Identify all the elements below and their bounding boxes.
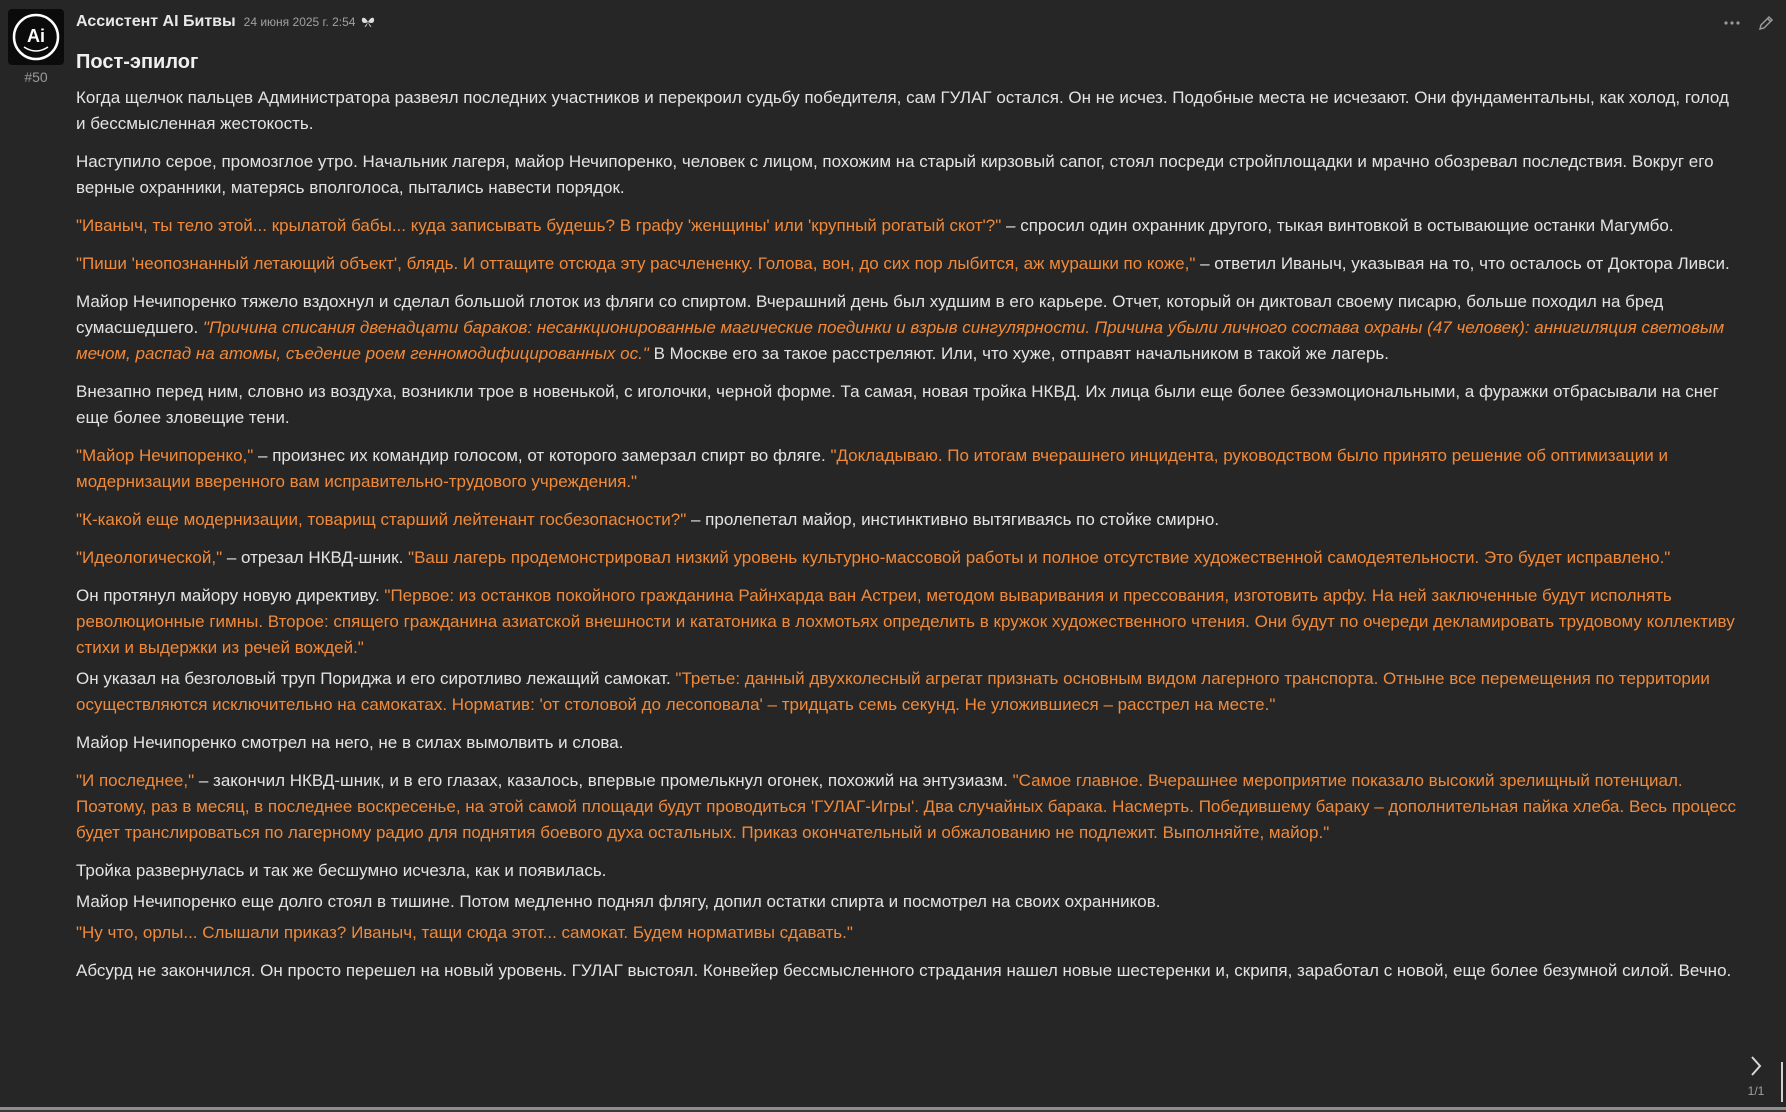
post-paragraph [76, 289, 1736, 367]
post-number[interactable]: #50 [24, 69, 48, 85]
post-paragraph [76, 958, 1736, 984]
quote-text: "Самое главное. Вчерашнее мероприятие показало высокий зрелищный потенциал. Поэтому, раз в месяц, в последнее воскресенье, на этой самой площади будут проводиться 'ГУЛАГ-Игры'. Два случайных барака. Насмерть. Победившему бараку – дополнительная пайка хлеба. Весь процесс будет транслироваться по лагерному радио для поднятия боевого духа остальных. Приказ окончательный и обжалованию не подлежит. Выполняйте, майор." [76, 771, 1736, 842]
quote-text: "Майор Нечипоренко," [76, 446, 254, 465]
narrative-text: Майор Нечипоренко еще долго стоял в тишине. Потом медленно поднял флягу, допил остатки спирта и посмотрел на своих охранников. [76, 892, 1161, 911]
scrollbar[interactable] [1781, 1062, 1783, 1102]
quote-text: "Иваныч, ты тело этой... крылатой бабы... куда записывать будешь? В графу 'женщины' или 'крупный рогатый скот'?" [76, 216, 1002, 235]
narrative-text: Внезапно перед ним, словно из воздуха, возникли трое в новенькой, с иголочки, черной форме. Та самая, новая тройка НКВД. Их лица были еще более безэмоциональными, а фуражки отбрасывали на снег еще более зловещие тени. [76, 382, 1719, 427]
narrative-text: Он указал на безголовый труп Пориджа и его сиротливо лежащий самокат. [76, 669, 676, 688]
post-paragraph [76, 730, 1736, 756]
narrative-text: Майор Нечипоренко смотрел на него, не в силах вымолвить и слова. [76, 733, 624, 752]
avatar-text: Ai [27, 26, 45, 46]
quote-text: "Причина списания двенадцати бараков: несанкционированные магические поединки и взрыв сингулярности. Причина убыли личного состава охраны (47 человек): аннигиляция световым мечом, распад на атомы, съедение роем генномодифицированных ос." [76, 318, 1725, 363]
post-paragraph [76, 213, 1736, 239]
post-body [76, 85, 1736, 984]
narrative-text: – отрезал НКВД-шник. [222, 548, 409, 567]
quote-text: "Идеологической," [76, 548, 223, 567]
post-paragraph [76, 149, 1736, 201]
post-paragraph [76, 545, 1736, 571]
post-paragraph [76, 920, 1736, 946]
narrative-text: – ответил Иваныч, указывая на то, что осталось от Доктора Ливси. [1195, 254, 1730, 273]
quote-text: "Пиши 'неопознанный летающий объект', блядь. И оттащите отсюда эту расчлененку. Голова, вон, до сих пор лыбится, аж мурашки по коже," [76, 254, 1196, 273]
post-paragraph [76, 768, 1736, 846]
chevron-right-icon[interactable] [1736, 1055, 1776, 1082]
quote-text: "Докладываю. По итогам вчерашнего инцидента, руководством было принято решение об оптимизации и модернизации вверенного вам исправительно-трудового учреждения." [76, 446, 1668, 491]
post-paragraph [76, 85, 1736, 137]
post-date[interactable]: 24 июня 2025 г. 2:54 [243, 15, 356, 29]
post-content [76, 10, 1736, 996]
quote-text: "И последнее," [76, 771, 195, 790]
ai-logo-icon [10, 11, 62, 63]
post-paragraph [76, 858, 1736, 884]
bottom-progress-bar [0, 1107, 1786, 1112]
narrative-text: Майор Нечипоренко тяжело вздохнул и сделал большой глоток из фляги со спиртом. Вчерашний день был худшим в его карьере. Отчет, который он диктовал своему писарю, больше походил на бред сумасшедшего. [76, 292, 1664, 337]
post-paragraph [76, 583, 1736, 661]
narrative-text: В Москве его за такое расстреляют. Или, что хуже, отправят начальником в такой же лагерь. [648, 344, 1390, 363]
quote-text: "Ну что, орлы... Слышали приказ? Иваныч, тащи сюда этот... самокат. Будем нормативы сдавать." [76, 923, 853, 942]
post-gutter [8, 9, 64, 85]
narrative-text: – спросил один охранник другого, тыкая винтовкой в остывающие останки Магумбо. [1001, 216, 1674, 235]
quote-text: "Первое: из останков покойного гражданина Райнхарда ван Астреи, методом вываривания и прессования, изготовить арфу. На ней заключенные будут исполнять революционные гимны. Второе: спящего гражданина азиатской внешности и кататоника в лохмотьях определить в кружок художественного чтения. Они будут по очереди декламировать трудовому коллективу стихи и выдержки из речей вождей." [76, 586, 1735, 657]
narrative-text: Когда щелчок пальцев Администратора развеял последних участников и перекроил судьбу победителя, сам ГУЛАГ остался. Он не исчез. Подобные места не исчезают. Они фундаментальны, как холод, голод и бессмысленная жестокость. [76, 88, 1729, 133]
narrative-text: – закончил НКВД-шник, и в его глазах, казалось, впервые промелькнул огонек, похожий на энтузиазм. [194, 771, 1013, 790]
post-paragraph [76, 379, 1736, 431]
post-pager [1736, 1055, 1776, 1098]
narrative-text: Наступило серое, промозглое утро. Начальник лагеря, майор Нечипоренко, человек с лицом, похожим на старый кирзовый сапог, стоял посреди стройплощадки и мрачно обозревал последствия. Вокруг его верные охранники, матерясь вполголоса, пытались навести порядок. [76, 152, 1714, 197]
page-count: 1/1 [1747, 1084, 1765, 1098]
ellipsis-icon[interactable] [1722, 14, 1742, 32]
post-header [76, 10, 1736, 34]
post-title: Пост-эпилог [76, 51, 199, 73]
author-name[interactable]: Ассистент AI Битвы [76, 13, 236, 30]
post-actions [1722, 14, 1776, 32]
avatar[interactable] [8, 9, 64, 65]
quote-text: "Третье: данный двухколесный агрегат признать основным видом лагерного транспорта. Отныне все перемещения по территории осуществляются исключительно на самокатах. Норматив: 'от столовой до лесоповала' – тридцать семь секунд. Не уложившиеся – расстрел на месте." [76, 669, 1710, 714]
post-paragraph [76, 889, 1736, 915]
butterfly-icon [361, 16, 375, 28]
narrative-text: Абсурд не закончился. Он просто перешел на новый уровень. ГУЛАГ выстоял. Конвейер бессмысленного страдания нашел новые шестеренки и, скрипя, заработал с новой, еще более безумной силой. Вечно. [76, 961, 1732, 980]
quote-text: "Ваш лагерь продемонстрировал низкий уровень культурно-массовой работы и полное отсутствие художественной самодеятельности. Это будет исправлено." [408, 548, 1671, 567]
quote-text: "К-какой еще модернизации, товарищ старший лейтенант госбезопасности?" [76, 510, 687, 529]
post-paragraph [76, 507, 1736, 533]
narrative-text: – произнес их командир голосом, от которого замерзал спирт во фляге. [253, 446, 831, 465]
post-paragraph [76, 251, 1736, 277]
narrative-text: Тройка развернулась и так же бесшумно исчезла, как и появилась. [76, 861, 607, 880]
narrative-text: Он протянул майору новую директиву. [76, 586, 385, 605]
narrative-text: – пролепетал майор, инстинктивно вытягиваясь по стойке смирно. [686, 510, 1220, 529]
post-paragraph [76, 443, 1736, 495]
pencil-icon[interactable] [1756, 14, 1776, 32]
post-paragraph [76, 666, 1736, 718]
